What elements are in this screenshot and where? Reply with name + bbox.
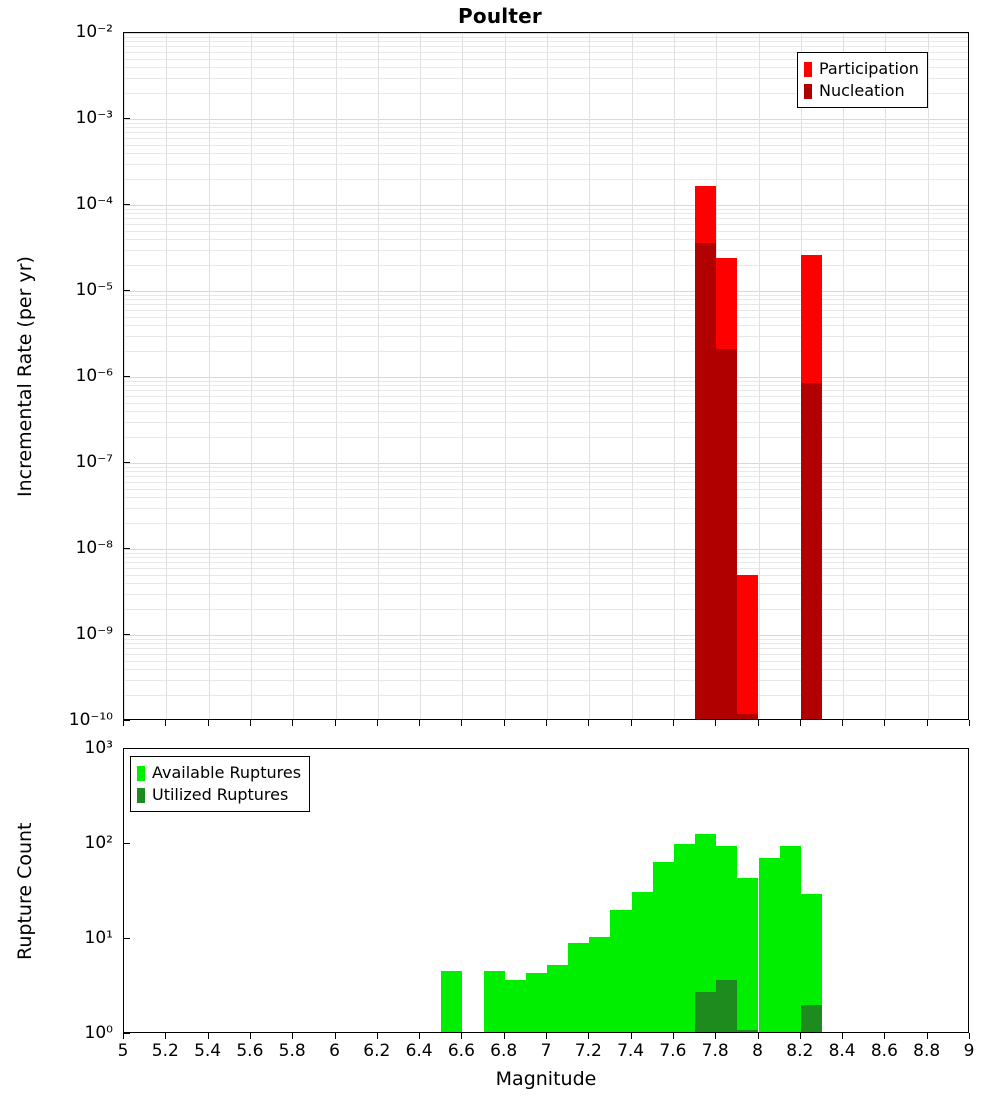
x-tick-mark bbox=[588, 1033, 589, 1039]
bar bbox=[589, 937, 610, 1033]
x-tick-label: 5.8 bbox=[278, 1041, 306, 1061]
bar bbox=[674, 844, 695, 1033]
x-axis-label: Magnitude bbox=[495, 1068, 597, 1090]
bar bbox=[547, 965, 568, 1033]
bar bbox=[484, 971, 505, 1033]
y-tick-label: 10⁻⁶ bbox=[75, 366, 113, 386]
bar bbox=[737, 1030, 758, 1033]
y-tick-mark bbox=[123, 634, 130, 635]
x-tick-mark bbox=[504, 1033, 505, 1039]
bar bbox=[441, 971, 462, 1033]
x-tick-mark bbox=[884, 720, 885, 726]
x-tick-mark bbox=[631, 720, 632, 726]
x-tick-mark bbox=[969, 720, 970, 726]
legend-top bbox=[797, 52, 928, 108]
x-tick-mark bbox=[165, 720, 166, 726]
bar bbox=[505, 980, 526, 1033]
bar bbox=[737, 878, 758, 1033]
x-tick-label: 8.8 bbox=[913, 1041, 941, 1061]
y-tick-label: 10⁻⁴ bbox=[75, 194, 113, 214]
x-tick-mark bbox=[673, 720, 674, 726]
x-tick-mark bbox=[969, 1033, 970, 1039]
bar bbox=[695, 243, 716, 720]
bar bbox=[653, 862, 674, 1033]
page-title: Poulter bbox=[458, 4, 542, 28]
legend-item bbox=[804, 58, 919, 80]
bar bbox=[801, 383, 822, 720]
x-tick-mark bbox=[673, 1033, 674, 1039]
bar bbox=[716, 349, 737, 720]
x-tick-mark bbox=[208, 1033, 209, 1039]
x-tick-label: 5 bbox=[117, 1041, 129, 1061]
x-tick-mark bbox=[842, 720, 843, 726]
legend-item bbox=[137, 784, 301, 806]
x-tick-mark bbox=[123, 720, 124, 726]
x-tick-label: 7.8 bbox=[701, 1041, 729, 1061]
x-tick-label: 5.2 bbox=[151, 1041, 179, 1061]
legend-label: Nucleation bbox=[819, 81, 905, 101]
x-tick-mark bbox=[800, 1033, 801, 1039]
bar bbox=[780, 846, 801, 1033]
x-tick-mark bbox=[419, 720, 420, 726]
y-tick-label: 10⁻¹⁰ bbox=[68, 710, 113, 730]
y-tick-label: 10⁻² bbox=[75, 22, 113, 42]
x-tick-mark bbox=[461, 1033, 462, 1039]
x-tick-mark bbox=[377, 1033, 378, 1039]
bar bbox=[737, 575, 758, 720]
x-tick-label: 6.8 bbox=[490, 1041, 518, 1061]
y-tick-mark bbox=[123, 290, 130, 291]
x-tick-mark bbox=[292, 720, 293, 726]
x-tick-label: 8.4 bbox=[828, 1041, 856, 1061]
x-tick-label: 7.6 bbox=[659, 1041, 687, 1061]
x-tick-label: 7.4 bbox=[617, 1041, 645, 1061]
x-tick-label: 5.6 bbox=[236, 1041, 264, 1061]
x-tick-mark bbox=[292, 1033, 293, 1039]
legend-swatch-icon bbox=[804, 62, 812, 77]
x-tick-label: 7.2 bbox=[574, 1041, 602, 1061]
x-tick-label: 6.6 bbox=[447, 1041, 475, 1061]
x-tick-label: 9 bbox=[963, 1041, 975, 1061]
y-tick-label: 10⁻⁷ bbox=[75, 452, 113, 472]
x-tick-label: 8.2 bbox=[786, 1041, 814, 1061]
legend-item bbox=[804, 80, 919, 102]
x-tick-mark bbox=[927, 1033, 928, 1039]
x-tick-label: 6.2 bbox=[363, 1041, 391, 1061]
x-tick-mark bbox=[588, 720, 589, 726]
incremental-rate-plot bbox=[123, 32, 969, 720]
x-tick-label: 8 bbox=[752, 1041, 763, 1061]
bar bbox=[716, 980, 737, 1033]
x-tick-mark bbox=[335, 1033, 336, 1039]
y-tick-mark bbox=[123, 548, 130, 549]
x-tick-mark bbox=[377, 720, 378, 726]
legend-label: Utilized Ruptures bbox=[152, 785, 289, 805]
y-tick-mark bbox=[123, 938, 130, 939]
x-tick-mark bbox=[165, 1033, 166, 1039]
x-tick-mark bbox=[546, 720, 547, 726]
y-tick-label: 10⁻⁵ bbox=[75, 280, 113, 300]
y-tick-mark bbox=[123, 720, 130, 721]
x-tick-mark bbox=[335, 720, 336, 726]
bar bbox=[737, 714, 758, 720]
x-tick-mark bbox=[842, 1033, 843, 1039]
x-tick-label: 6.4 bbox=[405, 1041, 433, 1061]
x-tick-mark bbox=[419, 1033, 420, 1039]
y-tick-label: 10⁻⁹ bbox=[75, 624, 113, 644]
x-tick-label: 5.4 bbox=[194, 1041, 222, 1061]
bar bbox=[801, 1005, 822, 1033]
x-tick-mark bbox=[250, 1033, 251, 1039]
bar bbox=[610, 910, 631, 1033]
y-tick-mark bbox=[123, 843, 130, 844]
y-tick-label: 10⁻⁸ bbox=[75, 538, 113, 558]
legend-item bbox=[137, 762, 301, 784]
y-tick-mark bbox=[123, 204, 130, 205]
x-tick-mark bbox=[631, 1033, 632, 1039]
y-tick-mark bbox=[123, 118, 130, 119]
legend-bottom bbox=[130, 756, 310, 812]
bar bbox=[695, 992, 716, 1033]
x-tick-mark bbox=[758, 1033, 759, 1039]
y-tick-label: 10³ bbox=[84, 738, 113, 758]
x-tick-mark bbox=[715, 720, 716, 726]
y-tick-label: 10⁻³ bbox=[75, 108, 113, 128]
x-tick-mark bbox=[546, 1033, 547, 1039]
legend-swatch-icon bbox=[137, 766, 145, 781]
bar bbox=[568, 943, 589, 1033]
legend-label: Participation bbox=[819, 59, 919, 78]
x-tick-mark bbox=[504, 720, 505, 726]
y-tick-label: 10¹ bbox=[84, 928, 113, 948]
bar bbox=[759, 858, 780, 1033]
y-tick-mark bbox=[123, 32, 130, 33]
x-tick-mark bbox=[927, 720, 928, 726]
x-tick-mark bbox=[884, 1033, 885, 1039]
y-tick-label: 10⁰ bbox=[84, 1023, 113, 1043]
x-tick-label: 7 bbox=[540, 1041, 552, 1061]
bar bbox=[526, 973, 547, 1033]
y-axis-label-bottom: Rupture Count bbox=[14, 822, 36, 960]
x-tick-label: 6 bbox=[329, 1041, 340, 1061]
y-tick-mark bbox=[123, 376, 130, 377]
x-tick-mark bbox=[461, 720, 462, 726]
legend-swatch-icon bbox=[804, 84, 812, 99]
x-tick-mark bbox=[758, 720, 759, 726]
x-tick-mark bbox=[123, 1033, 124, 1039]
x-tick-mark bbox=[208, 720, 209, 726]
x-tick-label: 8.6 bbox=[870, 1041, 898, 1061]
x-tick-mark bbox=[250, 720, 251, 726]
y-tick-mark bbox=[123, 462, 130, 463]
y-tick-label: 10² bbox=[84, 833, 113, 853]
bars-top bbox=[124, 33, 968, 719]
y-tick-mark bbox=[123, 748, 130, 749]
x-tick-mark bbox=[800, 720, 801, 726]
y-tick-mark bbox=[123, 1033, 130, 1034]
y-axis-label-top: Incremental Rate (per yr) bbox=[14, 255, 36, 497]
legend-label: Available Ruptures bbox=[152, 763, 302, 782]
bar bbox=[632, 892, 653, 1033]
legend-swatch-icon bbox=[137, 788, 145, 803]
x-tick-mark bbox=[715, 1033, 716, 1039]
